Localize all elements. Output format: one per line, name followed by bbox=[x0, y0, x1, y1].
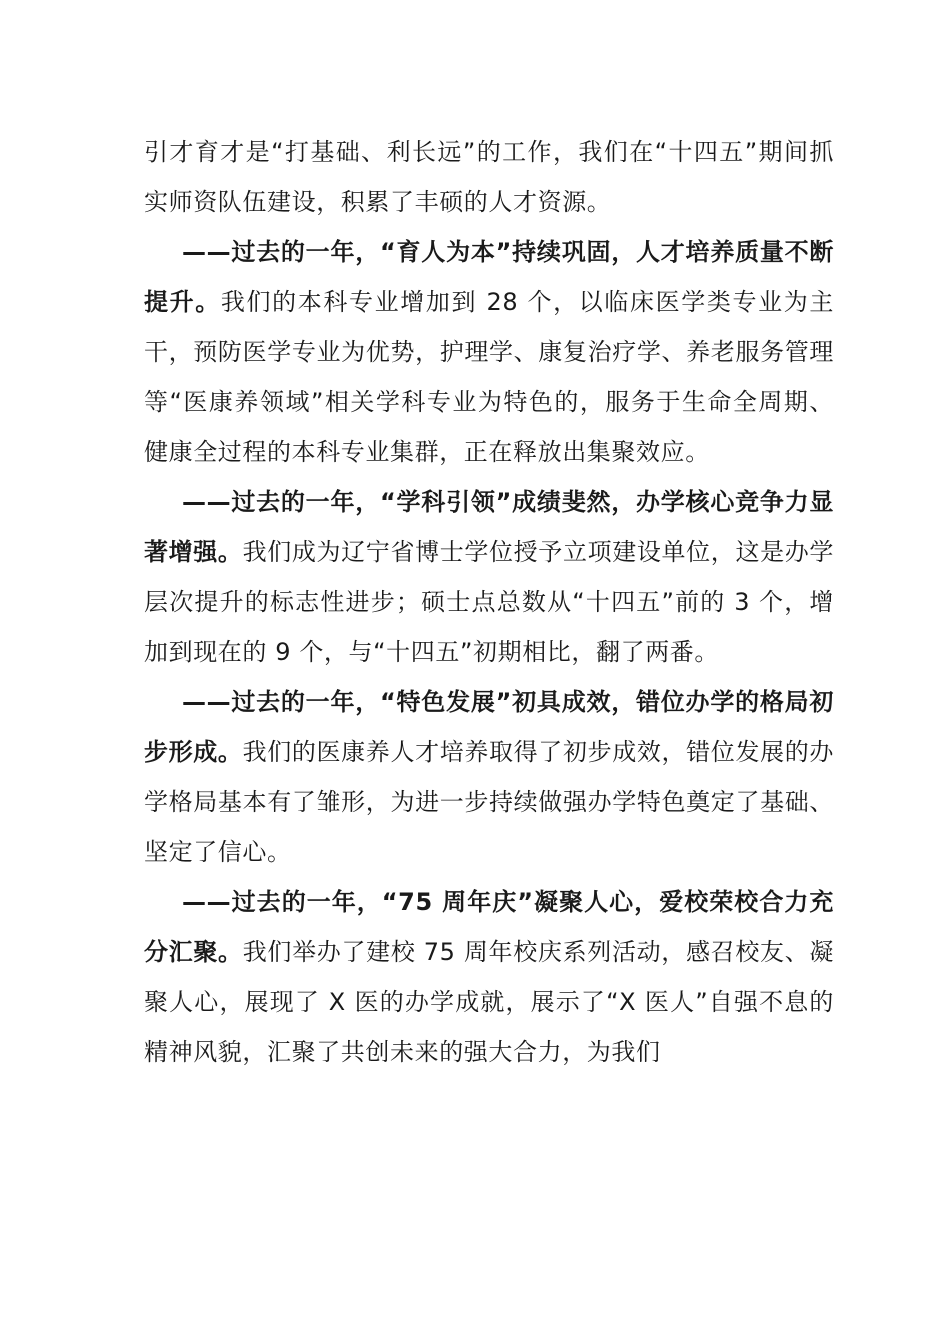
paragraph-characteristic bbox=[144, 677, 834, 877]
paragraph-lead-heading: ——过去的一年，“育人为本”持续巩固，人才培养质量不断提升。 bbox=[144, 238, 834, 316]
paragraph-anniversary bbox=[144, 877, 834, 1077]
paragraph-education bbox=[144, 227, 834, 477]
paragraph-lead-heading: ——过去的一年，“特色发展”初具成效，错位办学的格局初步形成。 bbox=[144, 688, 834, 766]
paragraph-discipline bbox=[144, 477, 834, 677]
paragraph-body: 引才育才是“打基础、利长远”的工作，我们在“十四五”期间抓实师资队伍建设，积累了丰硕的人才资源。 bbox=[144, 138, 834, 216]
paragraph-body: 我们的医康养人才培养取得了初步成效，错位发展的办学格局基本有了雏形，为进一步持续做强办学特色奠定了基础、坚定了信心。 bbox=[144, 738, 834, 866]
paragraph-body: 我们的本科专业增加到 28 个，以临床医学类专业为主干，预防医学专业为优势，护理学、康复治疗学、养老服务管理等“医康养领域”相关学科专业为特色的，服务于生命全周期、健康全过程的本科专业集群，正在释放出集聚效应。 bbox=[144, 288, 834, 466]
paragraph-body: 我们成为辽宁省博士学位授予立项建设单位，这是办学层次提升的标志性进步；硕士点总数从“十四五”前的 3 个，增加到现在的 9 个，与“十四五”初期相比，翻了两番。 bbox=[144, 538, 834, 666]
paragraph-talent-intro bbox=[144, 127, 834, 227]
paragraph-lead-heading: ——过去的一年，“学科引领”成绩斐然，办学核心竞争力显著增强。 bbox=[144, 488, 834, 566]
document-page bbox=[144, 127, 834, 1077]
paragraph-lead-heading: ——过去的一年，“75 周年庆”凝聚人心，爱校荣校合力充分汇聚。 bbox=[144, 888, 834, 966]
paragraph-body: 我们举办了建校 75 周年校庆系列活动，感召校友、凝聚人心，展现了 X 医的办学成就，展示了“X 医人”自强不息的精神风貌，汇聚了共创未来的强大合力，为我们 bbox=[144, 938, 834, 1066]
